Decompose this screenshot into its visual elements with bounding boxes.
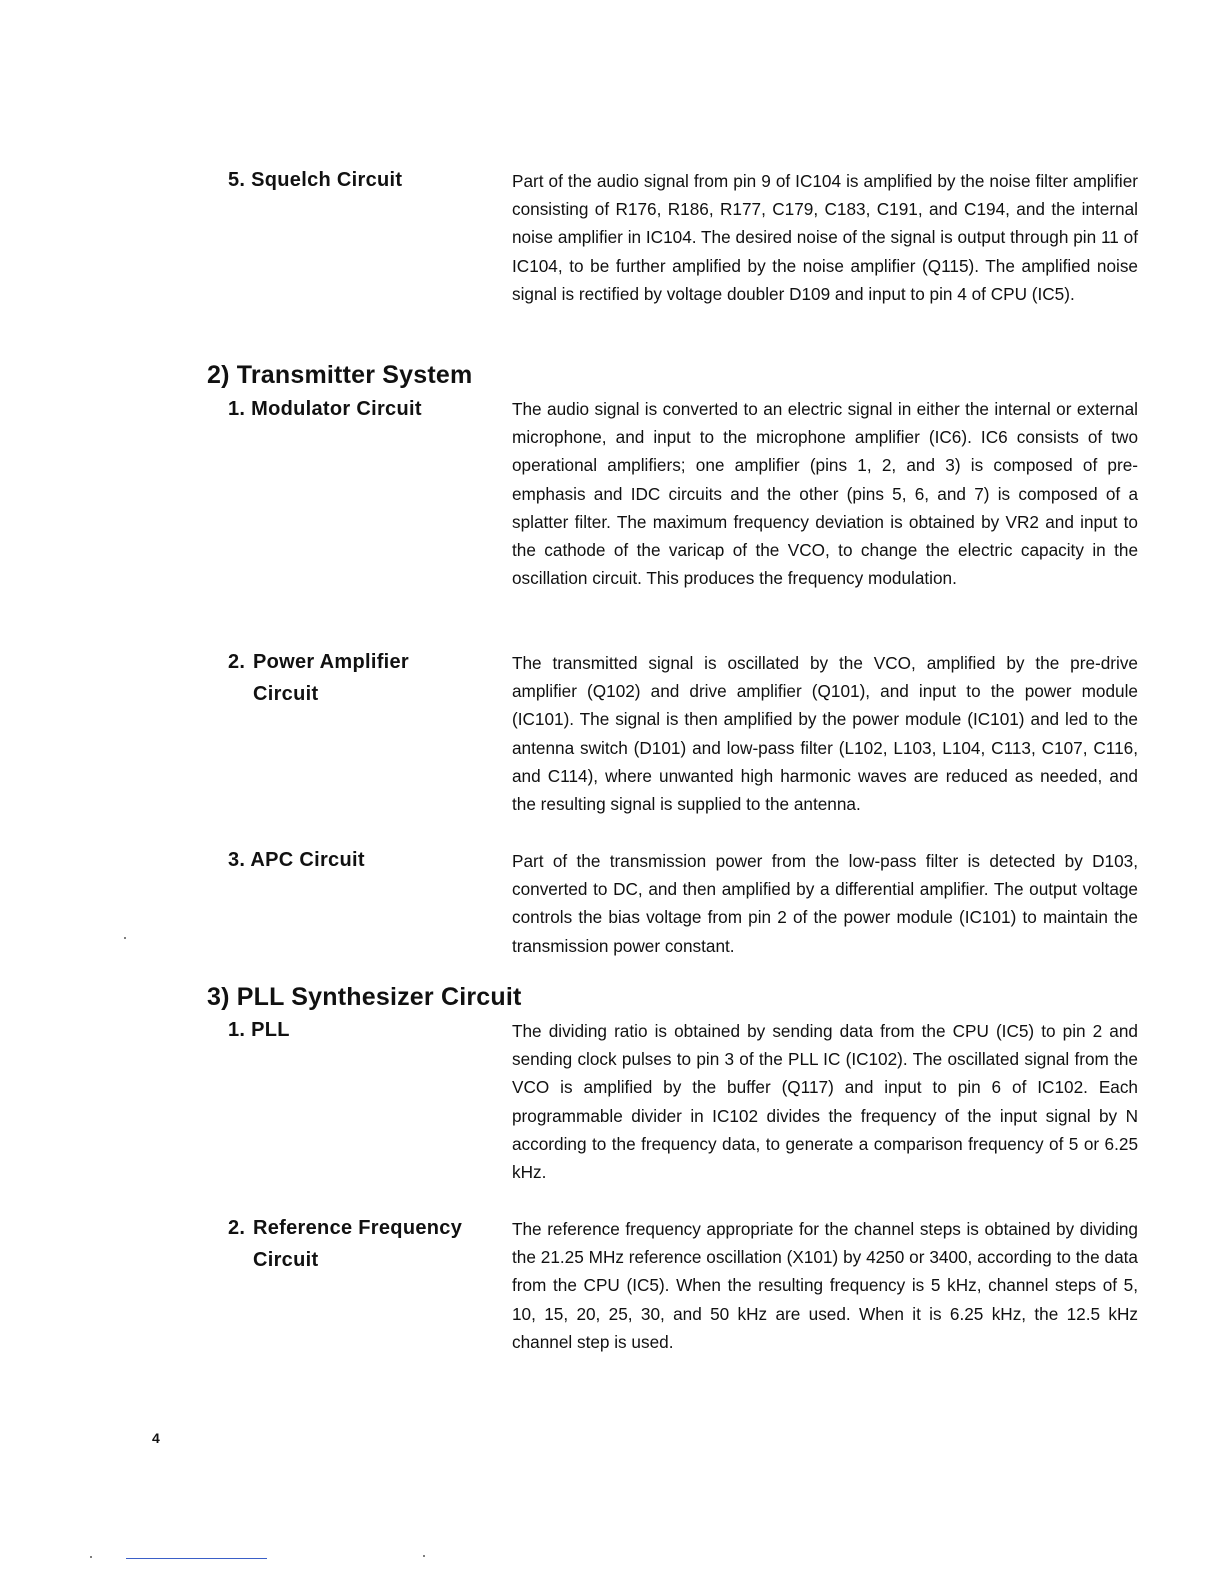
scan-speck [423,1555,425,1557]
power-amplifier-heading-line2: Circuit [253,683,319,705]
squelch-circuit-heading: 5. Squelch Circuit [228,169,403,191]
power-amplifier-heading [228,646,409,710]
squelch-circuit-paragraph: Part of the audio signal from pin 9 of IC104 is amplified by the noise filter amplifier consisting of R176, R186, R177, C179, C183, C191, and C194, and the internal noise amplifier in IC104. The desired noise of the signal is output through pin 11 of IC104, to be further amplified by the noise amplifier (Q115). The amplified noise signal is rectified by voltage doubler D109 and input to pin 4 of CPU (IC5). [512,171,1138,304]
reference-frequency-heading-line1: Reference Frequency [253,1217,463,1239]
power-amplifier-heading-line1: Power Amplifier [253,651,410,673]
apc-circuit-heading: 3. APC Circuit [228,849,365,871]
footer-rule [126,1558,267,1559]
power-amplifier-heading-number: 2. [228,651,246,673]
apc-circuit-paragraph: Part of the transmission power from the low-pass filter is detected by D103, converted to DC, and then amplified by a differential amplifier. The output voltage controls the bias voltage from pin 2 of the power module (IC101) to maintain the transmission power constant. [512,851,1138,956]
modulator-circuit-paragraph: The audio signal is converted to an electric signal in either the internal or external microphone, and input to the microphone amplifier (IC6). IC6 consists of two operational amplifiers; one amplifier (pins 1, 2, and 3) is composed of pre-emphasis and IDC circuits and the other (pins 5, 6, and 7) is composed of a splatter filter. The maximum frequency deviation is obtained by VR2 and input to the cathode of the varicap of the VCO, to change the electric capacity in the oscillation circuit. This produces the frequency modulation. [512,399,1138,589]
scan-speck [124,937,126,939]
reference-frequency-heading-line2: Circuit [253,1249,319,1271]
page-number: 4 [152,1430,160,1446]
transmitter-system-title: 2) Transmitter System [207,361,473,389]
reference-frequency-heading-number: 2. [228,1217,246,1239]
modulator-circuit-heading: 1. Modulator Circuit [228,398,422,420]
reference-frequency-paragraph: The reference frequency appropriate for the channel steps is obtained by dividing the 21.25 MHz reference oscillation (X101) by 4250 or 3400, according to the data from the CPU (IC5). When the resulting frequency is 5 kHz, channel steps of 5, 10, 15, 20, 25, 30, and 50 kHz are used. When it is 6.25 kHz, the 12.5 kHz channel step is used. [512,1219,1138,1352]
pll-paragraph: The dividing ratio is obtained by sending data from the CPU (IC5) to pin 2 and sending clock pulses to pin 3 of the PLL IC (IC102). The oscillated signal from the VCO is amplified by the buffer (Q117) and input to pin 6 of IC102. Each programmable divider in IC102 divides the frequency of the input signal by N according to the frequency data, to generate a comparison frequency of 5 or 6.25 kHz. [512,1021,1138,1183]
reference-frequency-heading [228,1212,462,1276]
power-amplifier-paragraph: The transmitted signal is oscillated by the VCO, amplified by the pre-drive amplifier (Q102) and drive amplifier (Q101), and input to the power module (IC101). The signal is then amplified by the power module (IC101) and led to the antenna switch (D101) and low-pass filter (L102, L103, L104, C113, C107, C116, and C114), where unwanted high harmonic waves are reduced as needed, and the resulting signal is supplied to the antenna. [512,653,1138,815]
scan-speck [90,1556,92,1558]
pll-synthesizer-title: 3) PLL Synthesizer Circuit [207,983,522,1011]
pll-heading: 1. PLL [228,1019,290,1041]
